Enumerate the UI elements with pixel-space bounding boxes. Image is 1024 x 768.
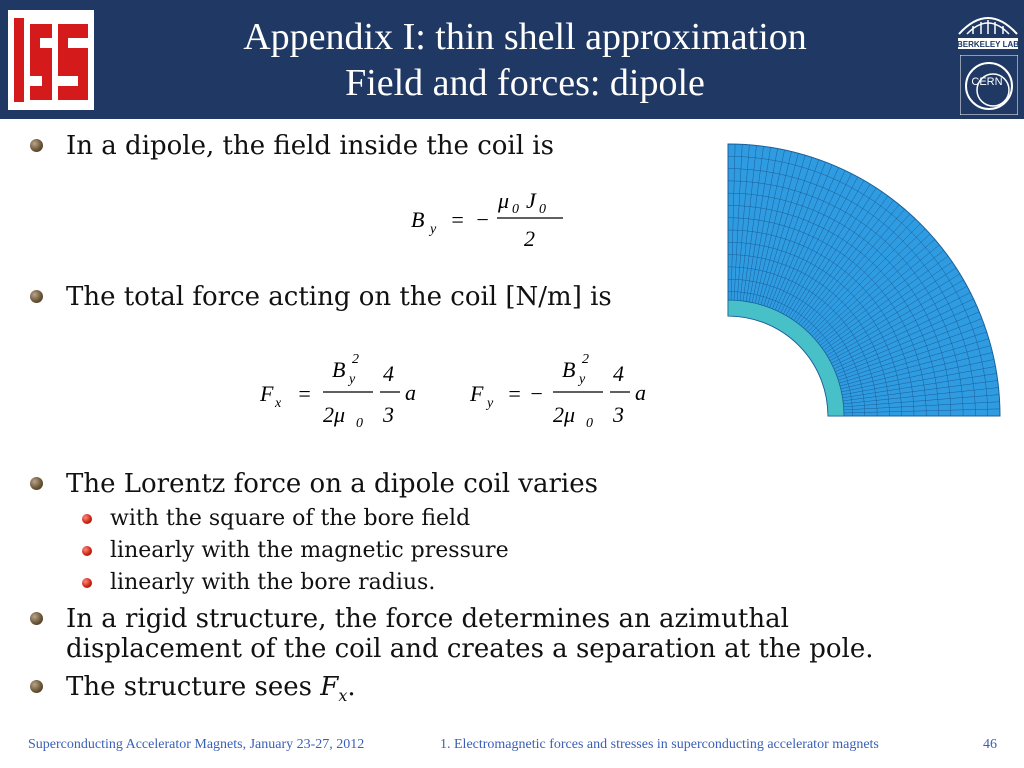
bullet-text: The Lorentz force on a dipole coil varies <box>66 469 598 499</box>
cern-logo <box>960 55 1018 115</box>
bullet-icon <box>30 612 43 625</box>
dipole-coil-mesh-figure <box>720 140 1005 422</box>
svg-text:2: 2 <box>524 226 535 251</box>
svg-text:4: 4 <box>383 361 394 386</box>
sub-bullet-square-bore-field <box>110 506 470 532</box>
equation-fx <box>255 345 430 435</box>
sub-bullet-icon <box>82 546 92 556</box>
bullet-field-inside-coil <box>66 131 554 161</box>
svg-text:=: = <box>507 381 522 406</box>
sub-bullet-icon <box>82 578 92 588</box>
svg-text:2: 2 <box>582 352 589 367</box>
svg-text:4: 4 <box>613 361 624 386</box>
slide-title: Appendix I: thin shell approximation <box>243 16 807 58</box>
svg-text:y: y <box>349 372 356 387</box>
svg-text:B: B <box>562 357 576 382</box>
footer-section: 1. Electromagnetic forces and stresses in superconducting accelerator magnets <box>440 737 879 752</box>
svg-text:BERKELEY LAB: BERKELEY LAB <box>956 40 1020 49</box>
bullet-text: The structure sees <box>66 672 321 702</box>
bullet-text-line2: displacement of the coil and creates a separation at the pole. <box>66 634 874 664</box>
header-bar <box>0 0 1024 119</box>
svg-text:CERN: CERN <box>971 76 1003 88</box>
svg-text:2μ: 2μ <box>553 402 576 427</box>
bullet-total-force <box>66 282 612 312</box>
equation-by <box>405 183 580 258</box>
svg-text:y: y <box>579 372 586 387</box>
sub-bullet-text: linearly with the bore radius. <box>110 570 436 595</box>
svg-text:F: F <box>470 381 484 406</box>
bullet-lorentz-force <box>66 469 598 499</box>
sub-bullet-magnetic-pressure <box>110 538 509 564</box>
sub-bullet-icon <box>82 514 92 524</box>
svg-text:0: 0 <box>512 202 519 217</box>
svg-text:3: 3 <box>613 402 624 427</box>
bullet-structure-sees <box>66 672 356 711</box>
svg-text:0: 0 <box>356 416 363 431</box>
svg-text:x: x <box>275 396 282 411</box>
svg-text:F: F <box>260 381 274 406</box>
bullet-icon <box>30 680 43 693</box>
sub-bullet-text: linearly with the magnetic pressure <box>110 538 509 563</box>
svg-text:B: B <box>332 357 346 382</box>
svg-text:B: B <box>411 207 425 232</box>
svg-text:y: y <box>430 222 437 237</box>
berkeley-lab-logo <box>955 4 1021 52</box>
svg-text:3: 3 <box>383 402 394 427</box>
svg-text:a: a <box>635 380 646 405</box>
force-variable: F <box>320 672 339 702</box>
force-subscript: x <box>338 686 348 706</box>
equation-fy <box>465 345 665 435</box>
svg-text:−: − <box>475 207 490 232</box>
svg-text:2μ: 2μ <box>323 402 346 427</box>
bullet-icon <box>30 290 43 303</box>
bullet-text: The total force acting on the coil [N/m] is <box>66 282 612 312</box>
svg-text:=: = <box>297 381 312 406</box>
svg-text:μ: μ <box>498 188 510 213</box>
svg-text:J: J <box>526 188 536 213</box>
bullet-icon <box>30 477 43 490</box>
svg-text:y: y <box>487 396 494 411</box>
svg-text:=: = <box>450 207 465 232</box>
sub-bullet-text: with the square of the bore field <box>110 506 471 531</box>
svg-text:0: 0 <box>586 416 593 431</box>
bullet-rigid-structure <box>66 604 966 664</box>
bullet-text: In a dipole, the field inside the coil is <box>66 131 554 161</box>
page-number: 46 <box>983 737 997 752</box>
svg-text:−: − <box>529 381 544 406</box>
bullet-icon <box>30 139 43 152</box>
bullet-text-line1: In a rigid structure, the force determines an azimuthal <box>66 604 789 634</box>
footer-course: Superconducting Accelerator Magnets, January 23-27, 2012 <box>28 737 365 752</box>
slide-subtitle: Field and forces: dipole <box>345 62 705 104</box>
sub-bullet-bore-radius <box>110 570 435 596</box>
svg-text:2: 2 <box>352 352 359 367</box>
bullet-period: . <box>347 672 356 702</box>
svg-text:a: a <box>405 380 416 405</box>
svg-text:0: 0 <box>539 202 546 217</box>
uspas-logo <box>8 10 94 110</box>
